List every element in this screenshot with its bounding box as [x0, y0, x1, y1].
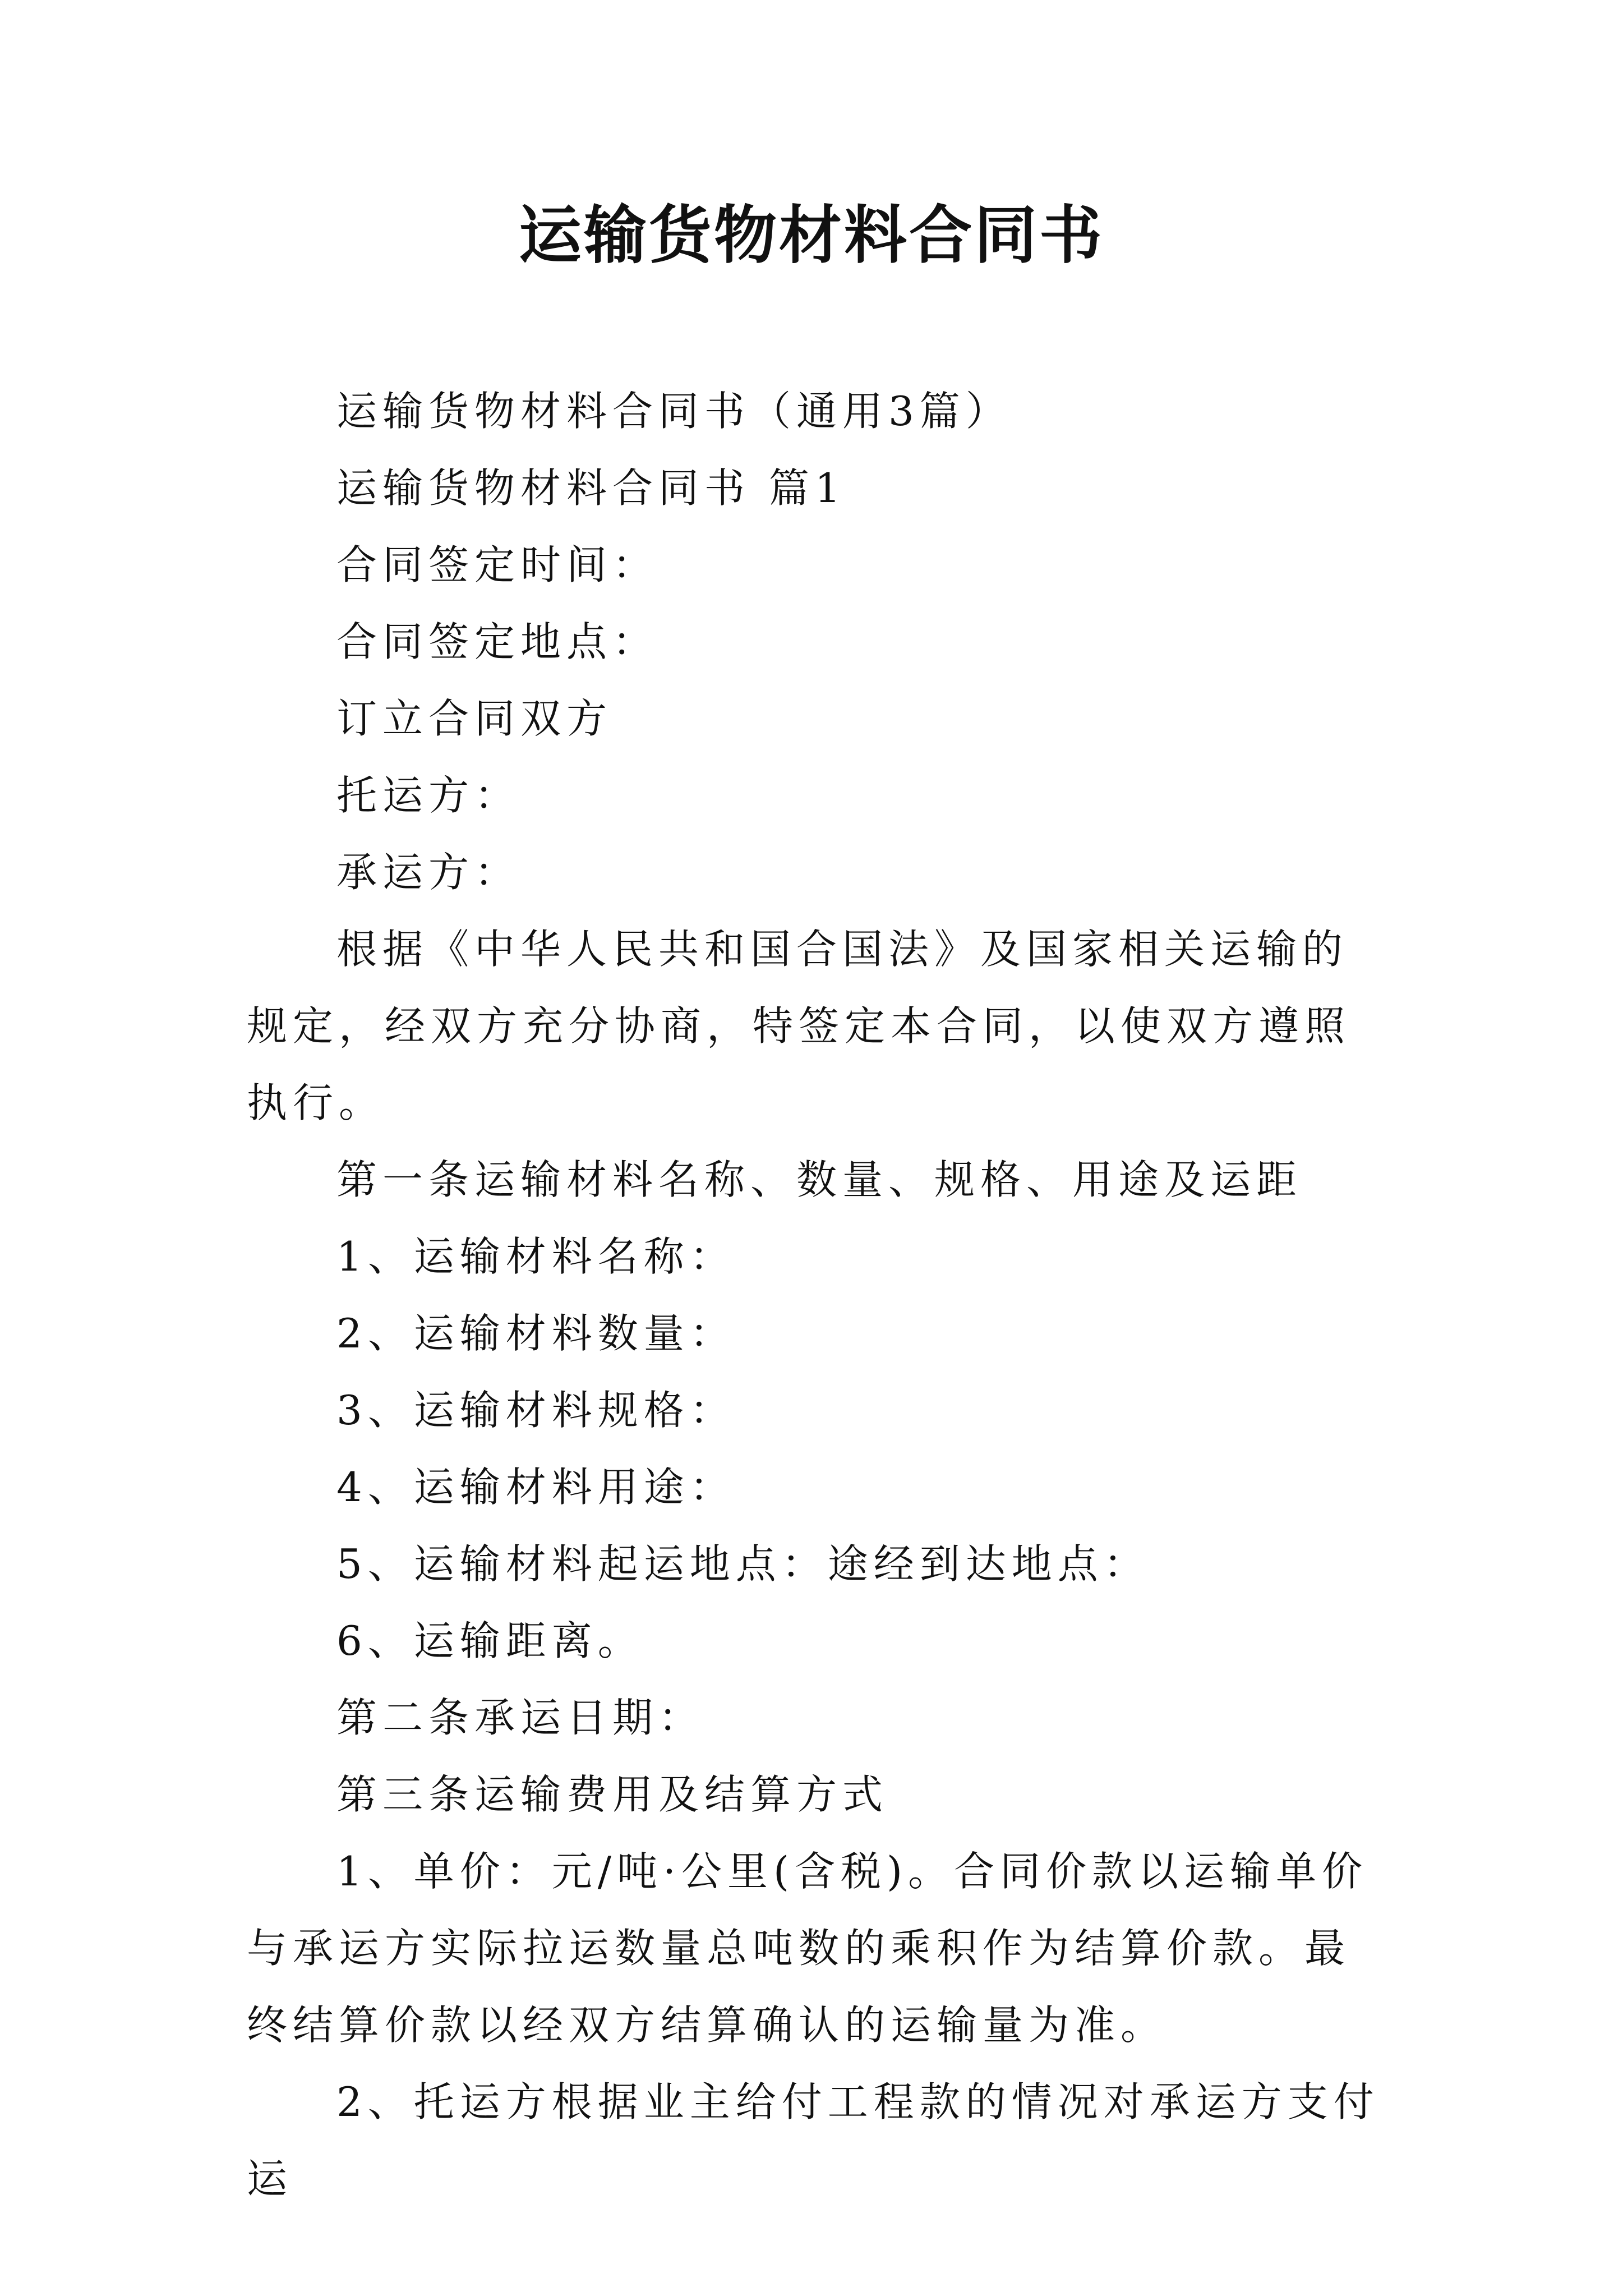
paragraph-item-4: 4、运输材料用途：: [336, 1464, 736, 1511]
paragraph-sign-time: 合同签定时间：: [336, 541, 659, 588]
paragraph-payment: 2、托运方根据业主给付工程款的情况对承运方支付运: [247, 2078, 1380, 2202]
paragraph-item-3: 3、运输材料规格：: [336, 1387, 736, 1434]
paragraph-section-heading: 运输货物材料合同书 篇1: [336, 464, 846, 512]
paragraph-sign-place: 合同签定地点：: [336, 618, 659, 665]
paragraph-item-2: 2、运输材料数量：: [336, 1310, 736, 1357]
paragraph-legal-basis: 根据《中华人民共和国合国法》及国家相关运输的规定，经双方充分协商，特签定本合同，以使双方遵照执行。: [247, 926, 1351, 1126]
paragraph-item-1: 1、运输材料名称：: [336, 1233, 736, 1280]
document-title: 运输货物材料合同书: [519, 199, 1104, 272]
paragraph-article-3: 第三条运输费用及结算方式: [336, 1771, 889, 1818]
paragraph-item-6: 6、运输距离。: [336, 1617, 644, 1664]
paragraph-parties: 订立合同双方: [336, 695, 613, 742]
paragraph-carrier: 承运方：: [336, 849, 521, 896]
paragraph-subtitle: 运输货物材料合同书（通用3篇）: [336, 388, 1012, 435]
document-body: [247, 373, 1385, 2217]
paragraph-price: 1、单价：元/吨·公里(含税)。合同价款以运输单价与承运方实际拉运数量总吨数的乘积作为结算价款。最终结算价款以经双方结算确认的运输量为准。: [247, 1848, 1368, 2049]
paragraph-shipper: 托运方：: [336, 772, 521, 819]
paragraph-item-5: 5、运输材料起运地点：途经到达地点：: [336, 1540, 1150, 1588]
paragraph-article-1: 第一条运输材料名称、数量、规格、用途及运距: [336, 1156, 1303, 1203]
paragraph-article-2: 第二条承运日期：: [336, 1694, 705, 1741]
